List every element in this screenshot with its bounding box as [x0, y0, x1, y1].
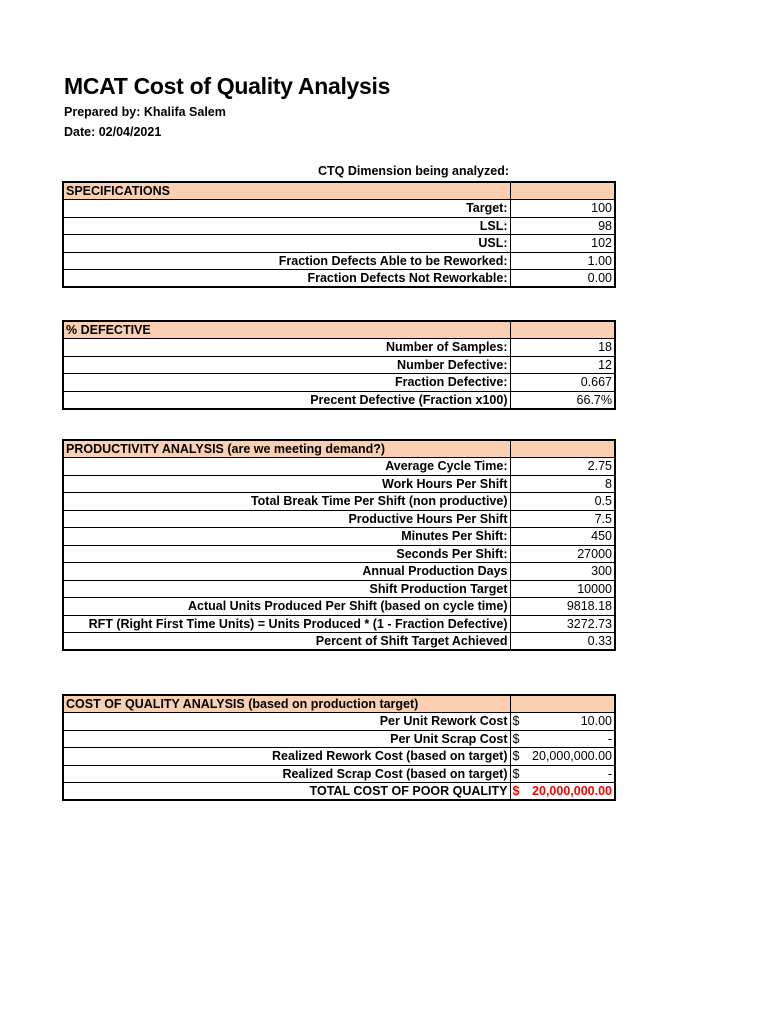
- realized-scrap-value: -: [607, 766, 612, 781]
- fraction-defective-label[interactable]: Fraction Defective:: [63, 374, 510, 392]
- coq-header-row: [63, 695, 615, 713]
- rft-value[interactable]: 3272.73: [510, 615, 615, 633]
- scrap-unit-cost-cell[interactable]: [510, 730, 615, 748]
- scrap-unit-cost-label[interactable]: Per Unit Scrap Cost: [63, 730, 510, 748]
- rft-label[interactable]: RFT (Right First Time Units) = Units Produced * (1 - Fraction Defective): [63, 615, 510, 633]
- specifications-header-row: [63, 182, 615, 200]
- table-row: [63, 730, 615, 748]
- not-reworkable-fraction-value[interactable]: 0.00: [510, 270, 615, 288]
- realized-scrap-label[interactable]: Realized Scrap Cost (based on target): [63, 765, 510, 783]
- total-cost-cell[interactable]: [510, 783, 615, 801]
- table-row: [63, 633, 615, 651]
- cost-of-quality-table: [62, 694, 616, 801]
- table-row: [63, 339, 615, 357]
- rework-unit-cost-value: 10.00: [580, 714, 612, 729]
- rework-unit-cost-label[interactable]: Per Unit Rework Cost: [63, 713, 510, 731]
- target-value[interactable]: 100: [510, 200, 615, 218]
- productivity-header-value[interactable]: [510, 440, 615, 458]
- table-row: [63, 510, 615, 528]
- table-row: [63, 598, 615, 616]
- target-achieved-label[interactable]: Percent of Shift Target Achieved: [63, 633, 510, 651]
- seconds-label[interactable]: Seconds Per Shift:: [63, 545, 510, 563]
- minutes-label[interactable]: Minutes Per Shift:: [63, 528, 510, 546]
- lsl-label[interactable]: LSL:: [63, 217, 510, 235]
- break-time-value[interactable]: 0.5: [510, 493, 615, 511]
- realized-rework-label[interactable]: Realized Rework Cost (based on target): [63, 748, 510, 766]
- number-defective-label[interactable]: Number Defective:: [63, 356, 510, 374]
- productivity-heading[interactable]: PRODUCTIVITY ANALYSIS (are we meeting demand?): [63, 440, 510, 458]
- productive-hours-value[interactable]: 7.5: [510, 510, 615, 528]
- samples-label[interactable]: Number of Samples:: [63, 339, 510, 357]
- production-days-label[interactable]: Annual Production Days: [63, 563, 510, 581]
- table-row: [63, 356, 615, 374]
- not-reworkable-fraction-label[interactable]: Fraction Defects Not Reworkable:: [63, 270, 510, 288]
- table-row: [63, 458, 615, 476]
- number-defective-value[interactable]: 12: [510, 356, 615, 374]
- table-row: [63, 235, 615, 253]
- ctq-label: CTQ Dimension being analyzed:: [318, 164, 509, 178]
- coq-heading[interactable]: COST OF QUALITY ANALYSIS (based on production target): [63, 695, 510, 713]
- defective-table: [62, 320, 616, 410]
- cycle-time-label[interactable]: Average Cycle Time:: [63, 458, 510, 476]
- defective-header-row: [63, 321, 615, 339]
- cycle-time-value[interactable]: 2.75: [510, 458, 615, 476]
- break-time-label[interactable]: Total Break Time Per Shift (non productive): [63, 493, 510, 511]
- fraction-defective-value[interactable]: 0.667: [510, 374, 615, 392]
- target-achieved-value[interactable]: 0.33: [510, 633, 615, 651]
- lsl-value[interactable]: 98: [510, 217, 615, 235]
- percent-defective-label[interactable]: Precent Defective (Fraction x100): [63, 391, 510, 409]
- work-hours-value[interactable]: 8: [510, 475, 615, 493]
- table-row: [63, 493, 615, 511]
- shift-target-value[interactable]: 10000: [510, 580, 615, 598]
- reworkable-fraction-label[interactable]: Fraction Defects Able to be Reworked:: [63, 252, 510, 270]
- usl-label[interactable]: USL:: [63, 235, 510, 253]
- table-row: [63, 748, 615, 766]
- table-row: [63, 391, 615, 409]
- total-row: [63, 783, 615, 801]
- specifications-heading[interactable]: SPECIFICATIONS: [63, 182, 510, 200]
- defective-header-value[interactable]: [510, 321, 615, 339]
- actual-units-label[interactable]: Actual Units Produced Per Shift (based on cycle time): [63, 598, 510, 616]
- currency-symbol: $: [512, 731, 520, 746]
- currency-symbol: $: [512, 714, 520, 729]
- defective-heading[interactable]: % DEFECTIVE: [63, 321, 510, 339]
- realized-rework-value: 20,000,000.00: [532, 749, 612, 764]
- table-row: [63, 200, 615, 218]
- total-cost-value: 20,000,000.00: [532, 784, 612, 798]
- prepared-by: Prepared by: Khalifa Salem: [64, 105, 226, 119]
- samples-value[interactable]: 18: [510, 339, 615, 357]
- realized-rework-cell[interactable]: [510, 748, 615, 766]
- date-label: Date: 02/04/2021: [64, 125, 162, 139]
- productivity-table: [62, 439, 616, 651]
- production-days-value[interactable]: 300: [510, 563, 615, 581]
- table-row: [63, 713, 615, 731]
- ctq-dimension-cell[interactable]: [510, 182, 615, 200]
- scrap-unit-cost-value: -: [607, 731, 612, 746]
- table-row: [63, 580, 615, 598]
- productivity-header-row: [63, 440, 615, 458]
- currency-symbol: $: [512, 784, 520, 798]
- target-label[interactable]: Target:: [63, 200, 510, 218]
- page-title: MCAT Cost of Quality Analysis: [64, 73, 391, 99]
- seconds-value[interactable]: 27000: [510, 545, 615, 563]
- table-row: [63, 374, 615, 392]
- specifications-table: [62, 181, 616, 288]
- table-row: [63, 615, 615, 633]
- work-hours-label[interactable]: Work Hours Per Shift: [63, 475, 510, 493]
- table-row: [63, 252, 615, 270]
- percent-defective-value[interactable]: 66.7%: [510, 391, 615, 409]
- table-row: [63, 765, 615, 783]
- rework-unit-cost-cell[interactable]: [510, 713, 615, 731]
- table-row: [63, 563, 615, 581]
- shift-target-label[interactable]: Shift Production Target: [63, 580, 510, 598]
- productive-hours-label[interactable]: Productive Hours Per Shift: [63, 510, 510, 528]
- table-row: [63, 528, 615, 546]
- total-cost-label[interactable]: TOTAL COST OF POOR QUALITY: [63, 783, 510, 801]
- minutes-value[interactable]: 450: [510, 528, 615, 546]
- reworkable-fraction-value[interactable]: 1.00: [510, 252, 615, 270]
- coq-header-value[interactable]: [510, 695, 615, 713]
- actual-units-value[interactable]: 9818.18: [510, 598, 615, 616]
- table-row: [63, 475, 615, 493]
- currency-symbol: $: [512, 749, 520, 764]
- realized-scrap-cell[interactable]: [510, 765, 615, 783]
- table-row: [63, 217, 615, 235]
- table-row: [63, 545, 615, 563]
- usl-value[interactable]: 102: [510, 235, 615, 253]
- table-row: [63, 270, 615, 288]
- currency-symbol: $: [512, 766, 520, 781]
